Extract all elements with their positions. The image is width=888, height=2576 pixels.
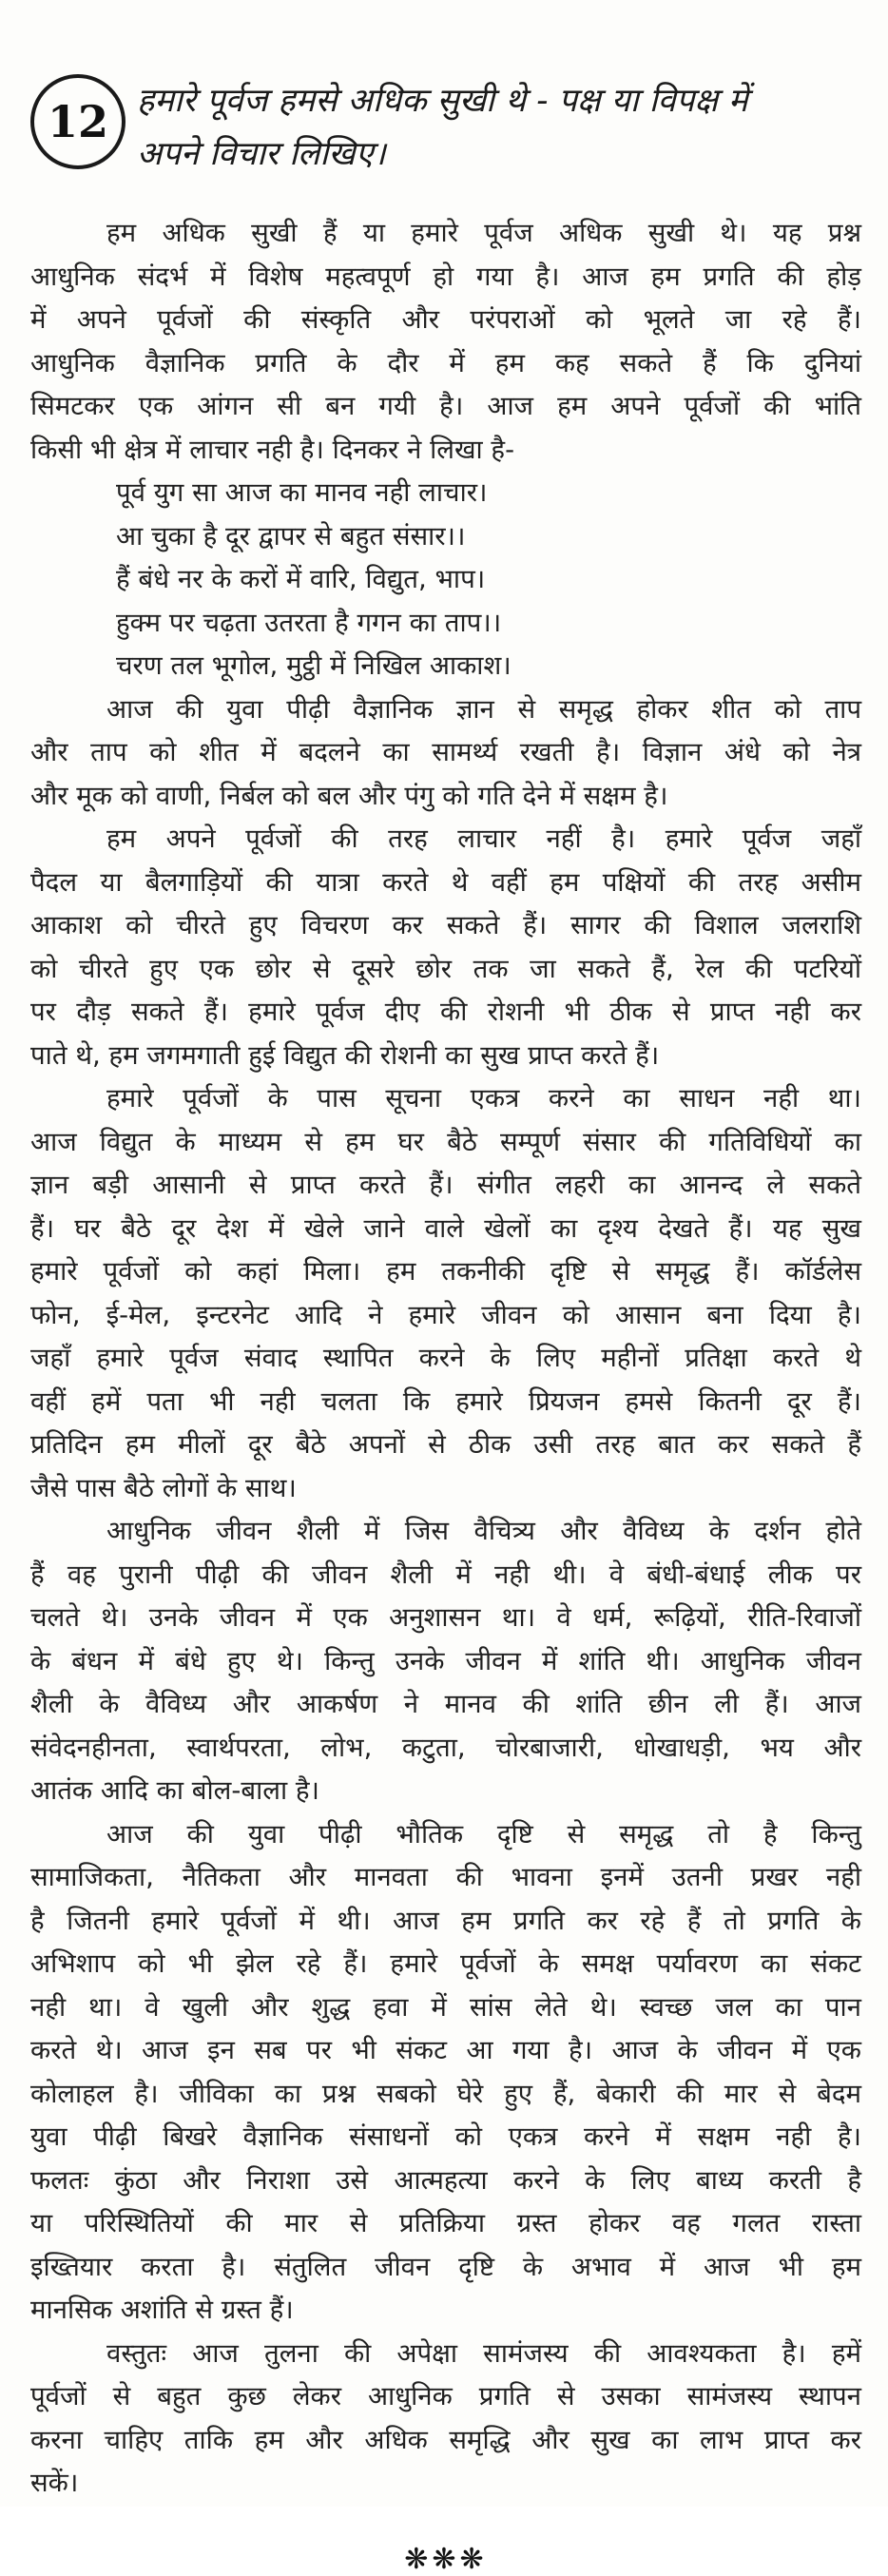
paragraph-line: वस्तुतः आज तुलना की अपेक्षा सामंजस्य की आवश्यकता है। हमें <box>106 2336 861 2369</box>
essay-paragraph <box>30 1076 861 1509</box>
question-header <box>30 57 861 190</box>
paragraph-line: सामाजिकता, नैतिकता और मानवता की भावना इनमें उतनी प्रखर नही <box>30 1861 861 1892</box>
paragraph-line: है जितनी हमारे पूर्वजों में थी। आज हम प्रगति कर रहे हैं तो प्रगति के <box>30 1904 861 1936</box>
paragraph-line: जहाँ हमारे पूर्वज संवाद स्थापित करने के लिए महीनों प्रतिक्षा करते थे <box>30 1342 861 1373</box>
poem-line: हैं बंधे नर के करों में वारि, विद्युत, भाप। <box>116 563 486 594</box>
paragraph-line: चलते थे। उनके जीवन में एक अनुशासन था। वे धर्म, रूढ़ियों, रीति-रिवाजों <box>30 1601 861 1633</box>
question-title <box>137 74 861 181</box>
poem-line: हुक्म पर चढ़ता उतरता है गगन का ताप।। <box>116 606 502 638</box>
question-title-line: अपने विचार लिखिए। <box>137 135 386 173</box>
essay-body <box>30 688 861 2505</box>
paragraph-line: संवेदनहीनता, स्वार्थपरता, लोभ, कटुता, चोरबाजारी, धोखाधड़ी, भय और <box>30 1731 861 1763</box>
paragraph-line: करना चाहिए ताकि हम और अधिक समृद्धि और सुख का लाभ प्राप्त कर <box>30 2423 861 2455</box>
paragraph-line: हैं वह पुरानी पीढ़ी की जीवन शैली में नही थी। वे बंधी-बंधाई लीक पर <box>30 1558 861 1590</box>
essay-intro <box>30 211 861 471</box>
essay-paragraph <box>30 1509 861 1812</box>
paragraph-line: सकें। <box>30 2467 79 2498</box>
question-title-line: हमारे पूर्वज हमसे अधिक सुखी थे - पक्ष या विपक्ष में <box>137 82 748 120</box>
paragraph-line: पूर्वजों से बहुत कुछ लेकर आधुनिक प्रगति से उसका सामंजस्य स्थापन <box>30 2380 861 2411</box>
paragraph-line: पर दौड़ सकते हैं। हमारे पूर्वज दीए की रोशनी भी ठीक से प्राप्त नही कर <box>30 996 861 1027</box>
paragraph-line: हम अपने पूर्वजों की तरह लाचार नहीं है। हमारे पूर्वज जहाँ <box>106 823 861 854</box>
paragraph-line: आज की युवा पीढ़ी वैज्ञानिक ज्ञान से समृद्ध होकर शीत को ताप <box>106 692 861 725</box>
paragraph-line: कोलाहल है। जीविका का प्रश्न सबको घेरे हुए हैं, बेकारी की मार से बेदम <box>30 2077 861 2109</box>
paragraph-line: आज की युवा पीढ़ी भौतिक दृष्टि से समृद्ध तो है किन्तु <box>106 1817 861 1850</box>
essay-paragraph <box>30 688 861 818</box>
paragraph-line: के बंधन में बंधे हुए थे। किन्तु उनके जीवन में शांति थी। आधुनिक जीवन <box>30 1644 861 1676</box>
paragraph-line: हमारे पूर्वजों के पास सूचना एकत्र करने का साधन नही था। <box>106 1082 861 1114</box>
paragraph-line: शैली के वैविध्य और आकर्षण ने मानव की शांति छीन ली हैं। आज <box>30 1688 861 1719</box>
paragraph-line: पाते थे, हम जगमगाती हुई विद्युत की रोशनी का सुख प्राप्त करते हैं। <box>30 1038 660 1071</box>
essay-paragraph <box>30 817 861 1076</box>
paragraph-line: हैं। घर बैठे दूर देश में खेले जाने वाले खेलों का दृश्य देखते हैं। यह सुख <box>30 1211 861 1244</box>
paragraph-line: प्रतिदिन हम मीलों दूर बैठे अपनों से ठीक उसी तरह बात कर सकते हैं <box>30 1428 861 1460</box>
paragraph-line: और ताप को शीत में बदलने का सामर्थ्य रखती है। विज्ञान अंधे को नेत्र <box>30 736 861 767</box>
paragraph-line: को चीरते हुए एक छोर से दूसरे छोर तक जा सकते हैं, रेल की पटरियों <box>30 952 861 984</box>
paragraph-line: नही था। वे खुली और शुद्ध हवा में सांस लेते थे। स्वच्छ जल का पान <box>30 1990 861 2023</box>
paragraph-line: अभिशाप को भी झेल रहे हैं। हमारे पूर्वजों के समक्ष पर्यावरण का संकट <box>30 1947 861 1979</box>
poem-line: चरण तल भूगोल, मुट्ठी में निखिल आकाश। <box>116 649 512 681</box>
paragraph-line: आकाश को चीरते हुए विचरण कर सकते हैं। सागर की विशाल जलराशि <box>30 909 861 940</box>
essay-paragraph <box>30 1812 861 2332</box>
paragraph-line: आतंक आदि का बोल-बाला है। <box>30 1774 319 1806</box>
paragraph-line: जैसे पास बैठे लोगों के साथ। <box>30 1471 297 1503</box>
paragraph-line: आधुनिक वैज्ञानिक प्रगति के दौर में हम कह सकते हैं कि दुनियां <box>30 346 861 378</box>
essay-paragraph <box>30 2332 861 2505</box>
poem-line: आ चुका है दूर द्वापर से बहुत संसार।। <box>116 519 466 552</box>
dinkar-poem <box>30 471 861 688</box>
paragraph-line: हम अधिक सुखी हैं या हमारे पूर्वज अधिक सुखी थे। यह प्रश्न <box>106 217 861 248</box>
question-number-badge: 12 <box>30 74 125 169</box>
essay-paragraph <box>30 211 861 471</box>
paragraph-line: इख्तियार करता है। संतुलित जीवन दृष्टि के अभाव में आज भी हम <box>30 2250 861 2282</box>
paragraph-line: पैदल या बैलगाड़ियों की यात्रा करते थे वहीं हम पक्षियों की तरह असीम <box>30 865 861 898</box>
paragraph-line: वहीं हमें पता भी नही चलता कि हमारे प्रियजन हमसे कितनी दूर हैं। <box>30 1385 861 1417</box>
paragraph-line: आधुनिक जीवन शैली में जिस वैचित्र्य और वैविध्य के दर्शन होते <box>106 1515 861 1546</box>
paragraph-line: फलतः कुंठा और निराशा उसे आत्महत्या करने के लिए बाध्य करती है <box>30 2163 861 2196</box>
paragraph-line: और मूक को वाणी, निर्बल को बल और पंगु को गति देने में सक्षम है। <box>30 779 668 811</box>
paragraph-line: हमारे पूर्वजों को कहां मिला। हम तकनीकी दृष्टि से समृद्ध हैं। कॉर्डलेस <box>30 1255 861 1287</box>
paragraph-line: आज विद्युत के माध्यम से हम घर बैठे सम्पूर्ण संसार की गतिविधियों का <box>30 1125 861 1157</box>
paragraph-line: में अपने पूर्वजों की संस्कृति और परंपराओं को भूलते जा रहे हैं। <box>30 303 861 335</box>
paragraph-line: फोन, ई-मेल, इन्टरनेट आदि ने हमारे जीवन को आसान बना दिया है। <box>30 1298 861 1330</box>
poem-line: पूर्व युग सा आज का मानव नही लाचार। <box>116 476 488 508</box>
end-ornament: ❋❋❋ <box>404 2542 488 2576</box>
paragraph-line: या परिस्थितियों की मार से प्रतिक्रिया ग्रस्त होकर वह गलत रास्ता <box>30 2207 861 2238</box>
paragraph-line: ज्ञान बड़ी आसानी से प्राप्त करते हैं। संगीत लहरी का आनन्द ले सकते <box>30 1169 861 1200</box>
paragraph-line: आधुनिक संदर्भ में विशेष महत्वपूर्ण हो गया है। आज हम प्रगति की होड़ <box>30 260 861 292</box>
paragraph-line: युवा पीढ़ी बिखरे वैज्ञानिक संसाधनों को एकत्र करने में सक्षम नही है। <box>30 2121 861 2152</box>
paragraph-line: करते थे। आज इन सब पर भी संकट आ गया है। आज के जीवन में एक <box>30 2034 861 2065</box>
paragraph-line: किसी भी क्षेत्र में लाचार नही है। दिनकर ने लिखा है- <box>30 433 515 465</box>
paragraph-line: मानसिक अशांति से ग्रस्त हैं। <box>30 2294 294 2325</box>
paragraph-line: सिमटकर एक आंगन सी बन गयी है। आज हम अपने पूर्वजों की भांति <box>30 390 861 421</box>
